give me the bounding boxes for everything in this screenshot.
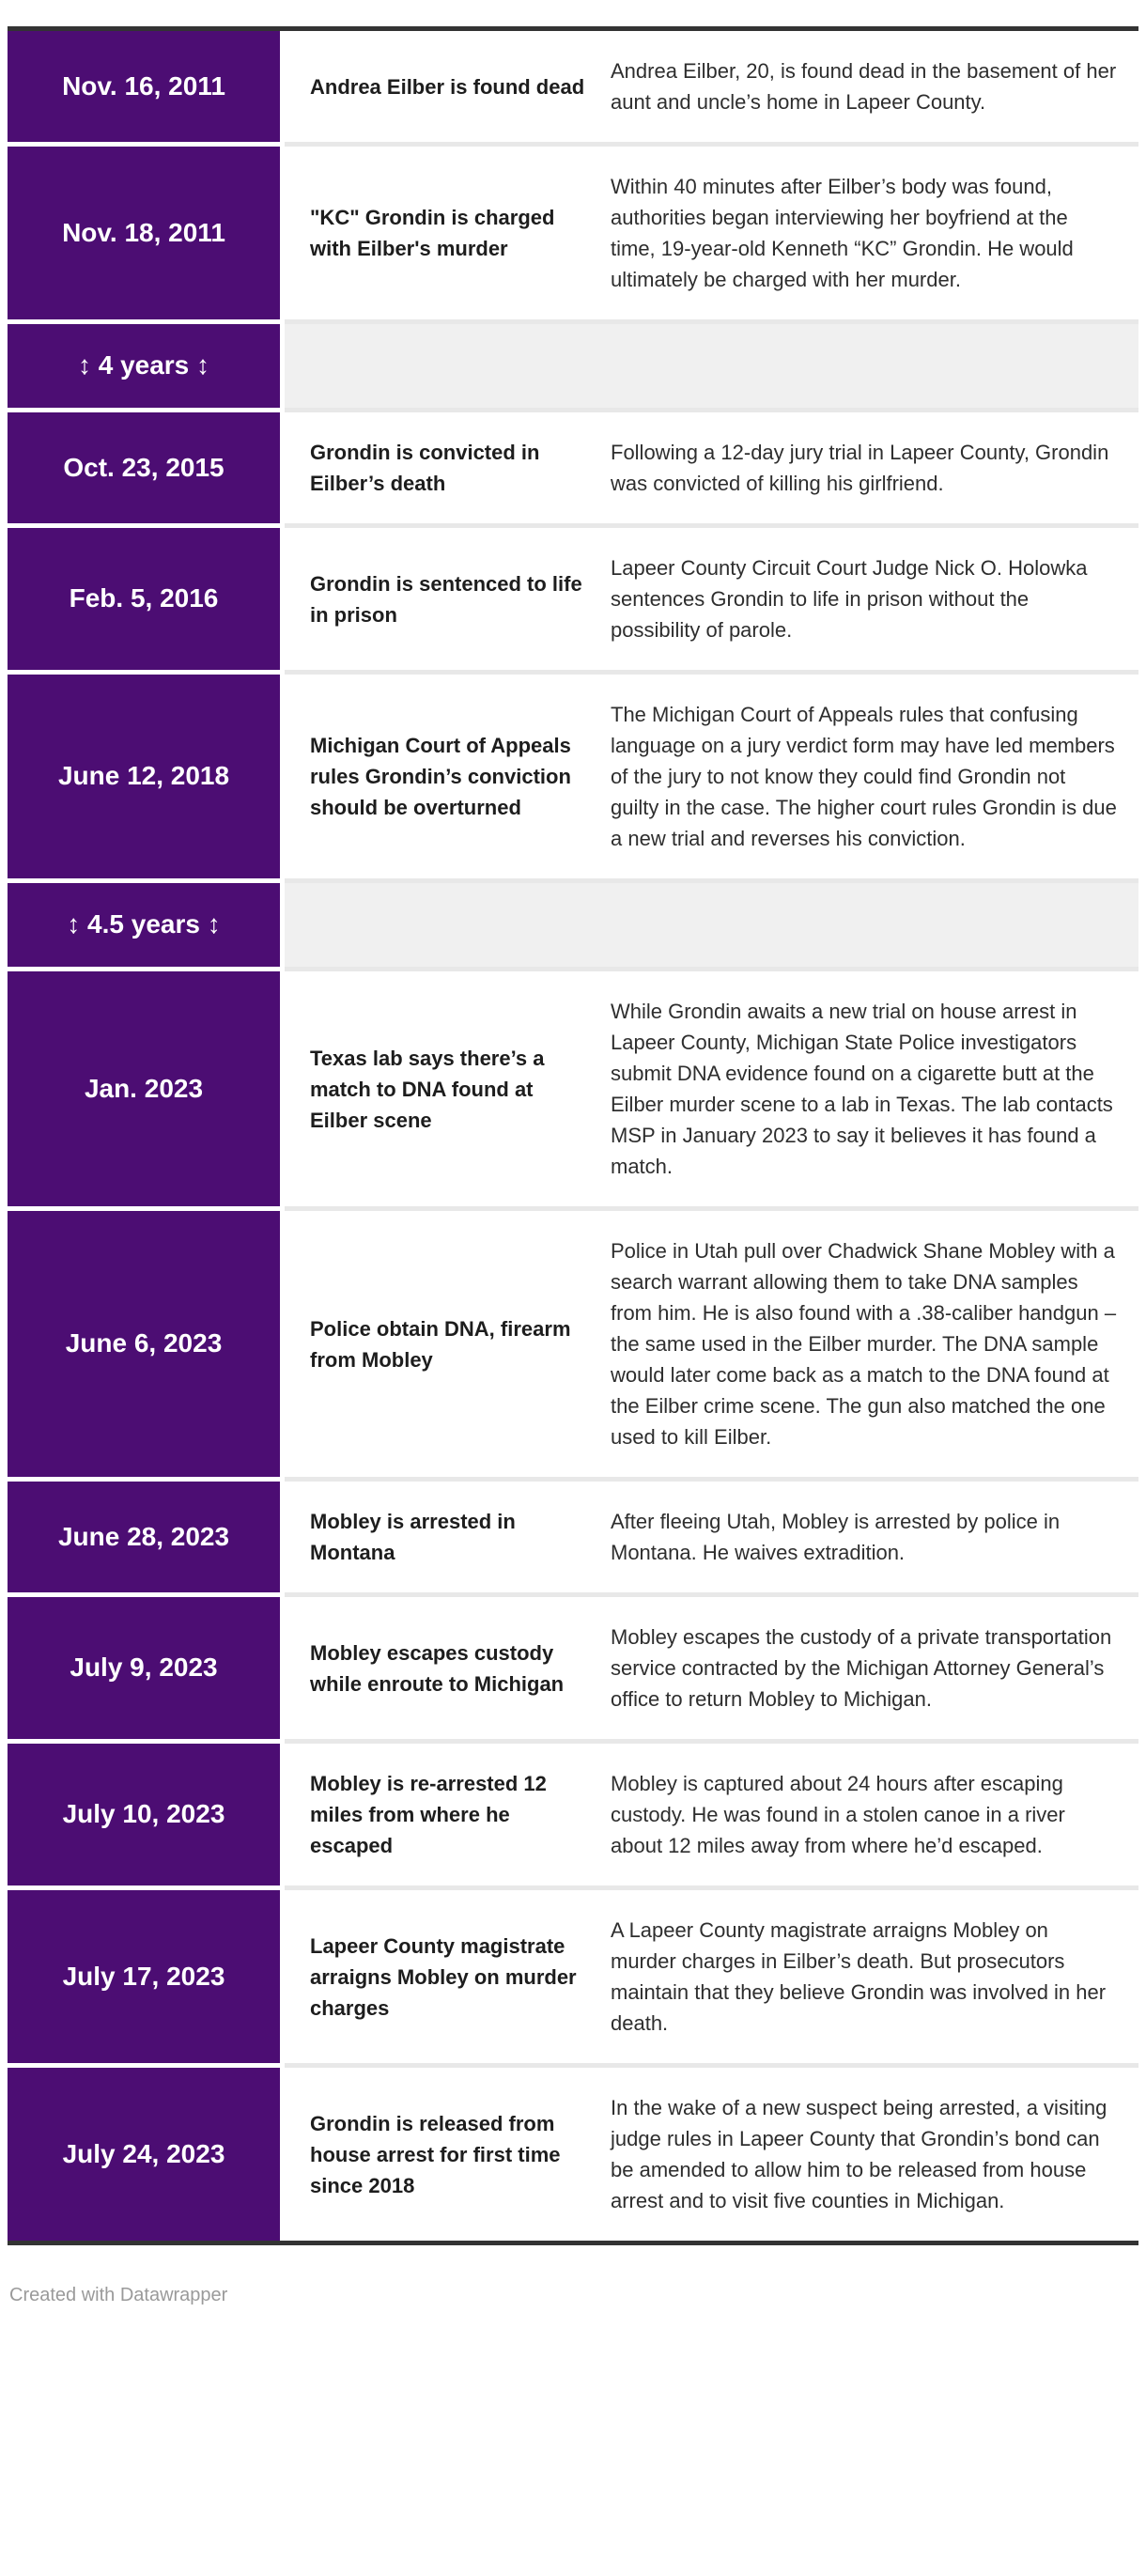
date-label: Oct. 23, 2015 [63, 452, 225, 482]
event-description: Lapeer County Circuit Court Judge Nick O. Holowka sentences Grondin to life in prison without the possibility of parole. [611, 556, 1088, 642]
date-cell [8, 971, 280, 1206]
date-label: June 12, 2018 [57, 761, 230, 791]
event-description: After fleeing Utah, Mobley is arrested by police in Montana. He waives extradition. [611, 1510, 1061, 1564]
content-cell [285, 883, 1138, 967]
timeline-row [8, 883, 1138, 967]
content-cell [285, 1482, 1138, 1592]
event-description: Following a 12-day jury trial in Lapeer County, Grondin was convicted of killing his girlfriend. [611, 441, 1109, 495]
timeline-row [8, 31, 1138, 142]
event-title: Mobley is arrested in Montana [310, 1510, 516, 1564]
date-cell [8, 31, 280, 142]
content-cell [285, 324, 1138, 408]
timeline-rows [8, 31, 1138, 2241]
date-cell [8, 1482, 280, 1592]
date-cell [8, 1744, 280, 1885]
content-cell [285, 147, 1138, 319]
timeline-row [8, 147, 1138, 319]
date-label: Nov. 16, 2011 [62, 70, 225, 101]
content-cell [285, 1744, 1138, 1885]
event-title: Grondin is sentenced to life in prison [310, 571, 582, 627]
event-title: Texas lab says there’s a match to DNA found at Eilber scene [310, 1046, 545, 1132]
timeline-table [8, 26, 1138, 2245]
table-bottom-border [8, 2241, 1138, 2245]
content-cell [285, 1211, 1138, 1477]
timeline-row [8, 971, 1138, 1206]
timeline-row [8, 675, 1138, 878]
date-cell [8, 883, 280, 967]
date-label: Nov. 18, 2011 [62, 217, 225, 247]
event-title: Mobley is re-arrested 12 miles from where he escaped [310, 1772, 547, 1857]
content-cell [285, 412, 1138, 523]
event-title: Michigan Court of Appeals rules Grondin’s conviction should be overturned [310, 734, 571, 819]
event-title [285, 324, 611, 408]
content-cell [285, 1890, 1138, 2063]
event-description: A Lapeer County magistrate arraigns Mobley on murder charges in Eilber’s death. But prosecutors maintain that they believe Grondin was involved in her death. [611, 1918, 1107, 2035]
event-description: Andrea Eilber, 20, is found dead in the basement of her aunt and uncle’s home in Lapeer County. [611, 59, 1117, 114]
date-label: June 28, 2023 [57, 1521, 230, 1551]
timeline-row [8, 1890, 1138, 2063]
date-label: July 24, 2023 [62, 2138, 225, 2168]
content-cell [285, 675, 1138, 878]
timeline-row [8, 2068, 1138, 2241]
datawrapper-credit: Created with Datawrapper [9, 2285, 228, 2305]
date-cell [8, 1597, 280, 1739]
timeline-row [8, 528, 1138, 670]
event-description: Mobley escapes the custody of a private transportation service contracted by the Michigan Attorney General’s office to return Mobley to Michigan. [611, 1625, 1112, 1711]
timeline-row [8, 1597, 1138, 1739]
event-description [611, 883, 1138, 967]
date-cell [8, 324, 280, 408]
date-cell [8, 412, 280, 523]
date-label: ↕ 4.5 years ↕ [67, 909, 221, 939]
timeline-row [8, 324, 1138, 408]
event-title: Andrea Eilber is found dead [310, 74, 585, 99]
timeline-row [8, 412, 1138, 523]
event-description: The Michigan Court of Appeals rules that confusing language on a jury verdict form may have led members of the jury to not know they could find Grondin not guilty in the case. The higher court rules Grondin is due a new trial and reverses his conviction. [611, 703, 1117, 850]
date-cell [8, 2068, 280, 2241]
date-label: Feb. 5, 2016 [69, 583, 219, 613]
date-label: July 17, 2023 [62, 1961, 225, 1991]
date-cell [8, 675, 280, 878]
event-title [285, 883, 611, 967]
event-description: Police in Utah pull over Chadwick Shane Mobley with a search warrant allowing them to take DNA samples from him. He is also found with a .38-caliber handgun – the same used in the Eilber murder. The DNA sample would later come back as a match to the DNA found at the Eilber crime scene. The gun also matched the one used to kill Eilber. [611, 1239, 1117, 1449]
content-cell [285, 528, 1138, 670]
date-label: Jan. 2023 [84, 1073, 204, 1103]
content-cell [285, 1597, 1138, 1739]
date-cell [8, 147, 280, 319]
content-cell [285, 2068, 1138, 2241]
date-label: June 6, 2023 [65, 1328, 223, 1358]
date-cell [8, 1211, 280, 1477]
event-title: "KC" Grondin is charged with Eilber's murder [310, 206, 555, 260]
content-cell [285, 31, 1138, 142]
event-title: Grondin is convicted in Eilber’s death [310, 441, 540, 495]
event-description: While Grondin awaits a new trial on house arrest in Lapeer County, Michigan State Police investigators submit DNA evidence found on a cigarette butt at the Eilber murder scene to a lab in Texas. The lab contacts MSP in January 2023 to say it believes it has found a match. [611, 1000, 1113, 1178]
timeline-row [8, 1211, 1138, 1477]
event-description: Within 40 minutes after Eilber’s body was found, authorities began interviewing her boyfriend at the time, 19-year-old Kenneth “KC” Grondin. He would ultimately be charged with her murder. [611, 175, 1074, 291]
event-description [611, 324, 1138, 408]
event-title: Mobley escapes custody while enroute to Michigan [310, 1640, 565, 1696]
event-description: Mobley is captured about 24 hours after escaping custody. He was found in a stolen canoe in a river about 12 miles away from where he’d escaped. [611, 1772, 1065, 1857]
date-label: July 9, 2023 [70, 1653, 218, 1683]
timeline-row [8, 1482, 1138, 1592]
date-label: July 10, 2023 [62, 1799, 225, 1829]
timeline-row [8, 1744, 1138, 1885]
content-cell [285, 971, 1138, 1206]
date-cell [8, 1890, 280, 2063]
event-title: Police obtain DNA, firearm from Mobley [310, 1316, 571, 1372]
event-description: In the wake of a new suspect being arrested, a visiting judge rules in Lapeer County that Grondin’s bond can be amended to allow him to be released from house arrest and to visit five counties in Michigan. [611, 2096, 1107, 2212]
event-title: Lapeer County magistrate arraigns Mobley on murder charges [310, 1933, 577, 2020]
timeline-page [0, 26, 1146, 2576]
event-title: Grondin is released from house arrest for first time since 2018 [310, 2111, 561, 2197]
date-cell [8, 528, 280, 670]
date-label: ↕ 4 years ↕ [77, 350, 210, 380]
